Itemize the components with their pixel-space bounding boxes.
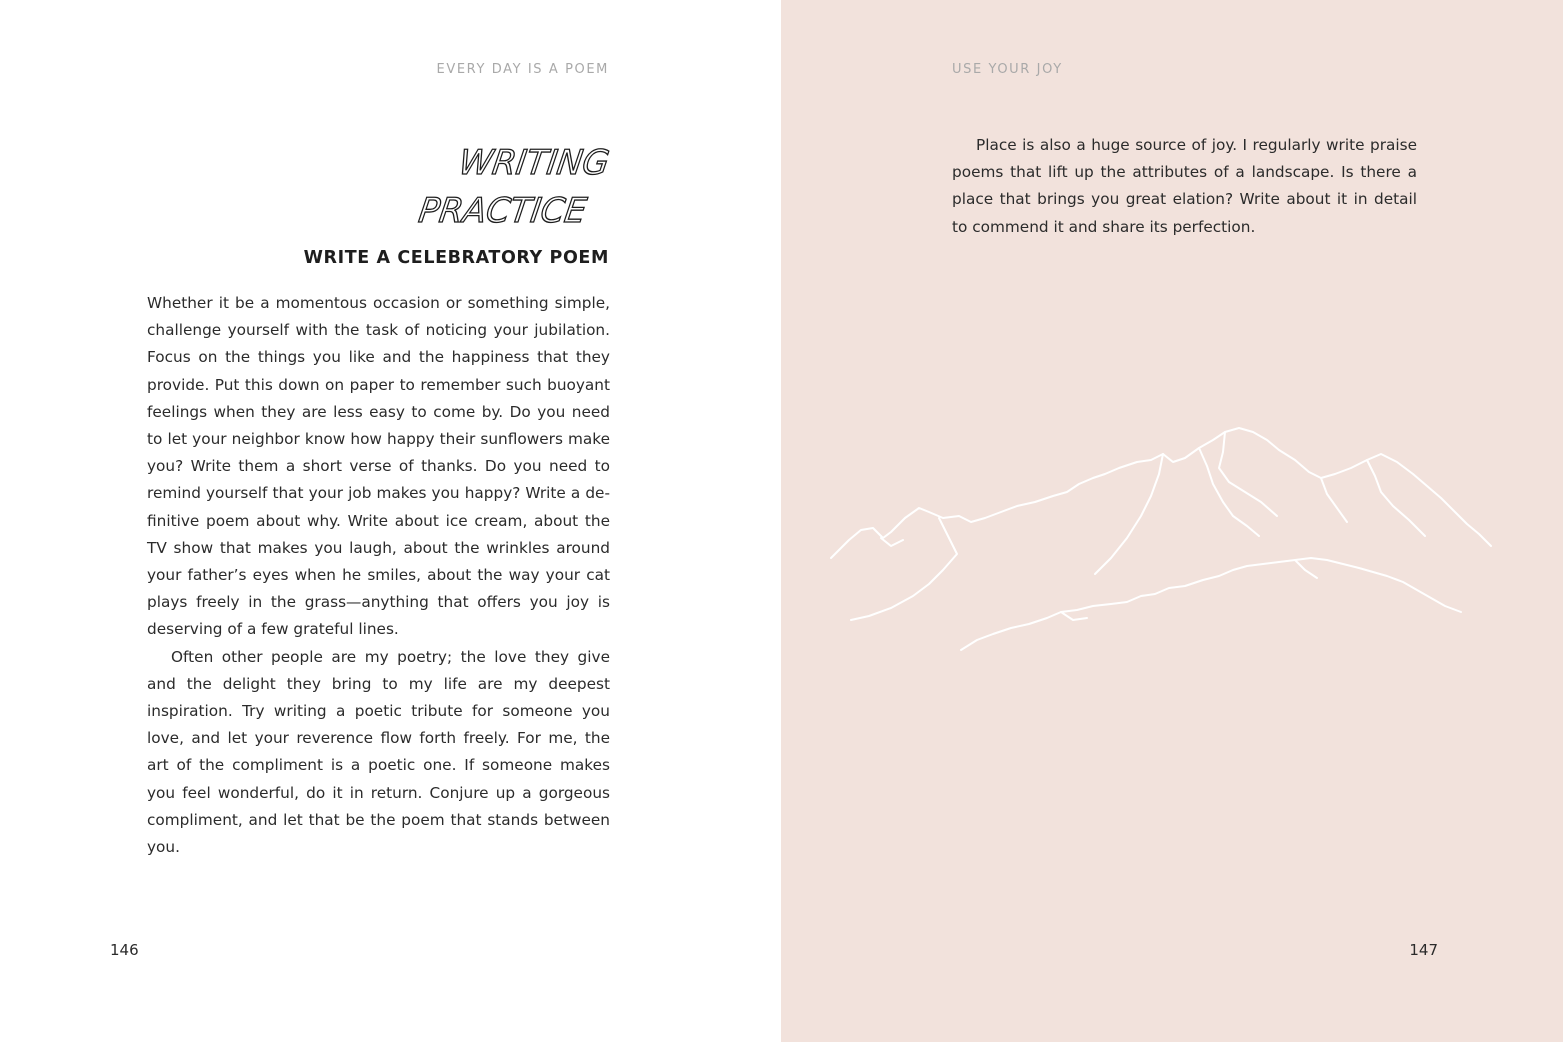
page-number: 146 xyxy=(110,941,139,959)
paragraph: Place is also a huge source of joy. I regularly write praise poems that lift up the attributes of a landscape. Is there a place that brings you great elation? Write about it in detail to commend it and share its perfection. xyxy=(952,136,1417,236)
right-page xyxy=(781,0,1563,1042)
body-text xyxy=(952,132,1417,241)
paragraph: Often other people are my poetry; the love they give and the delight they bring to my life are my deepest inspiration. Try writing a poetic tribute for someone you love, and let your reverence flow forth freely. For me, the art of the compliment is a poetic one. If someone makes you feel wonderful, do it in return. Conjure up a gorgeous compliment, and let that be the poem that stands between you. xyxy=(147,647,610,857)
page-number: 147 xyxy=(1409,941,1438,959)
paragraph: Whether it be a momentous occasion or something simple, challenge yourself with the task of noticing your jubilation. Focus on the things you like and the happiness that they provide. Put this down on paper to remember such buoyant feelings when they are less easy to come by. Do you need to let your neighbor know how happy their sunflowers make you? Write them a short verse of thanks. Do you need to remind yourself that your job makes you happy? Write a definitive poem about why. Write about ice cream, about the TV show that makes you laugh, about the wrinkles around your father’s eyes when he smiles, about the way your cat plays freely in the grass—anything that offers you joy is deserving of a few grateful lines. xyxy=(147,294,610,639)
body-text xyxy=(147,290,610,861)
running-head: USE YOUR JOY xyxy=(952,62,1063,77)
script-title-line2: PRACTICE xyxy=(416,191,589,231)
script-title-line1: WRITING xyxy=(456,143,612,183)
section-subhead: WRITE A CELEBRATORY POEM xyxy=(303,248,609,268)
script-title xyxy=(375,134,615,234)
mountain-illustration xyxy=(821,420,1561,680)
left-page xyxy=(0,0,781,1042)
running-head: EVERY DAY IS A POEM xyxy=(436,62,609,77)
